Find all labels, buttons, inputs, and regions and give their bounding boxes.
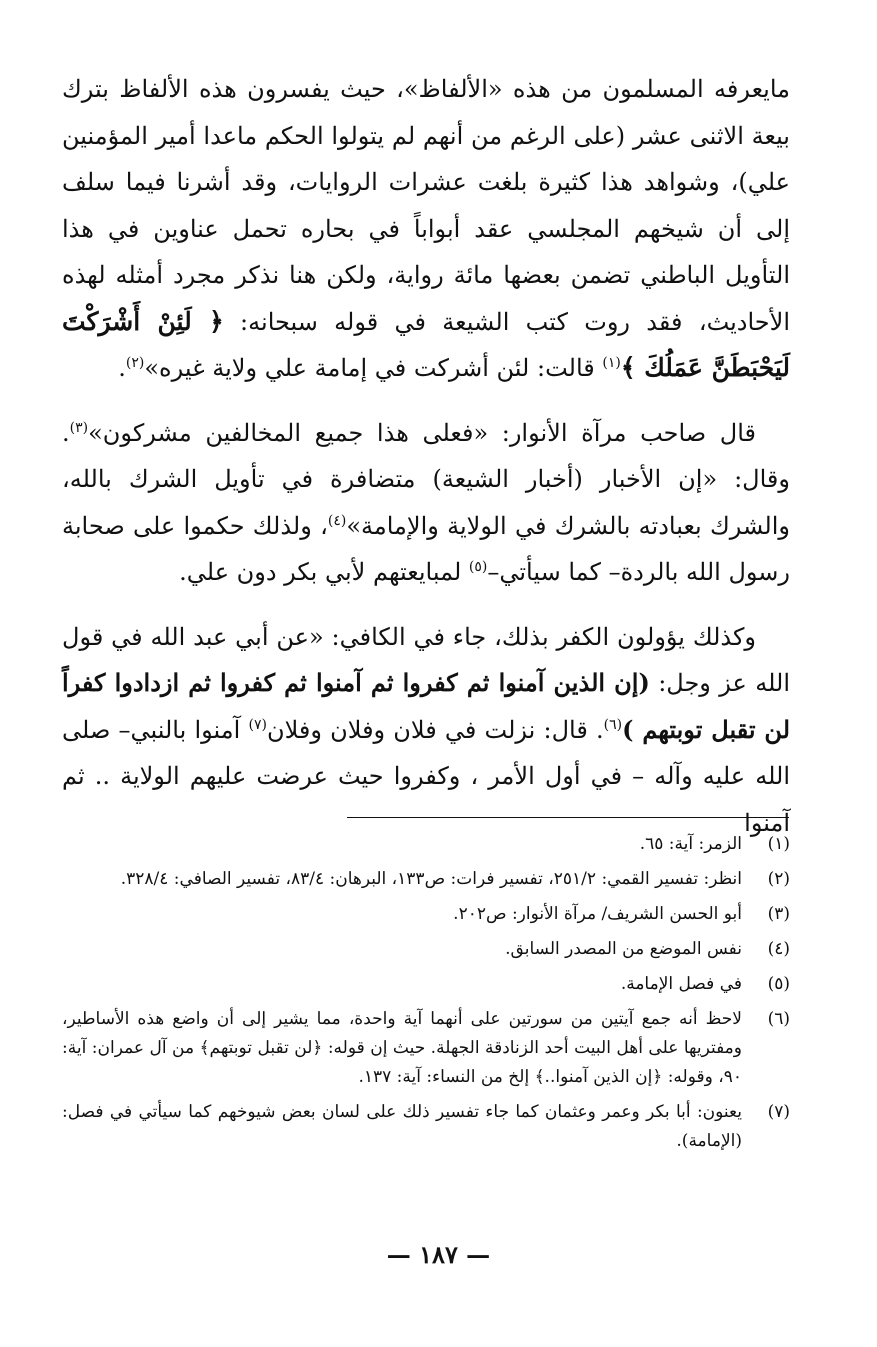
paragraph-2-text-c: ، ولذلك حكموا على صحابة رسول الله بالردة– كما سيأتي– bbox=[62, 511, 790, 586]
footnote bbox=[62, 900, 790, 929]
footnote-text: يعنون: أبا بكر وعمر وعثمان كما جاء تفسير ذلك على لسان بعض شيوخهم كما سيأتي في فصل: (الإمامة). bbox=[62, 1102, 742, 1151]
quran-verse: ﴿ لَئِنْ أَشْرَكْتَ لَيَحْبَطَنَّ عَمَلُكَ ﴾ bbox=[62, 306, 790, 382]
paragraph-1 bbox=[62, 66, 790, 392]
footnote-number: (٦) bbox=[767, 1009, 790, 1029]
footnote-text: الزمر: آية: ٦٥. bbox=[639, 834, 742, 854]
bold-quote: (إن الذين آمنوا ثم كفروا ثم آمنوا ثم كفروا ثم ازدادوا كفراً لن تقبل توبتهم ) bbox=[62, 668, 790, 744]
footnote-number: (٤) bbox=[767, 939, 790, 959]
footnote-number: (٣) bbox=[767, 904, 790, 924]
paragraph-1-text-c: . bbox=[118, 354, 126, 382]
footnote bbox=[62, 935, 790, 964]
paragraph-1-text-b: قالت: لئن أشركت في إمامة علي ولاية غيره» bbox=[144, 354, 603, 382]
footnote bbox=[62, 865, 790, 894]
footnote-ref-4: (٤) bbox=[327, 512, 347, 529]
paragraph-2-text-a: قال صاحب مرآة الأنوار: «فعلى هذا جميع المخالفين مشركون» bbox=[88, 418, 756, 447]
footnote-divider bbox=[347, 817, 789, 818]
footnote-number: (١) bbox=[767, 834, 790, 854]
footnote bbox=[62, 1098, 790, 1156]
footnote bbox=[62, 830, 790, 859]
footnotes bbox=[62, 830, 790, 1162]
footnote-ref-2: (٢) bbox=[125, 355, 145, 371]
paragraph-3 bbox=[62, 614, 790, 847]
main-text bbox=[62, 66, 790, 846]
footnote-ref-5: (٥) bbox=[468, 559, 488, 575]
paragraph-1-text-a: مايعرفه المسلمون من هذه «الألفاظ»، حيث يفسرون هذه الألفاظ بترك بيعة الاثنى عشر (على الرغم من أنهم لم يتولوا الحكم ماعدا أمير المؤمنين علي)، وشواهد هذا كثيرة بلغت عشرات الروايات، وقد أشرنا فيما سلف إلى أن شيخهم المجلسي عقد أبواباً في بحاره تحمل عناوين في هذا التأويل الباطني تضمن بعضها مائة رواية، ولكن هنا نذكر مجرد أمثله لهذه الأحاديث، فقد روت كتب الشيعة في قوله سبحانه: bbox=[62, 75, 791, 336]
footnote bbox=[62, 970, 790, 999]
page-number: — ١٨٧ — bbox=[386, 1240, 491, 1269]
paragraph-3-text-b: . قال: نزلت في فلان وفلان وفلان bbox=[266, 715, 604, 744]
paragraph-2-text-b: . وقال: «إن الأخبار (أخبار الشيعة) متضافرة في تأويل الشرك بالله، والشرك بعبادته بالشرك في الولاية والإمامة» bbox=[62, 418, 790, 540]
footnote-text: انظر: تفسير القمي: ٢٥١/٢، تفسير فرات: ص١٣٣، البرهان: ٨٣/٤، تفسير الصافي: ٣٢٨/٤. bbox=[120, 869, 742, 889]
footnote-number: (٢) bbox=[767, 869, 790, 889]
footnote-number: (٧) bbox=[767, 1102, 790, 1122]
footnote-text: أبو الحسن الشريف/ مرآة الأنوار: ص٢٠٢. bbox=[453, 904, 742, 924]
paragraph-2 bbox=[62, 410, 790, 596]
footnote-ref-3: (٣) bbox=[69, 419, 89, 436]
footnote-number: (٥) bbox=[767, 974, 790, 994]
paragraph-3-text-a: وكذلك يؤولون الكفر بذلك، جاء في الكافي: «عن أبي عبد الله في قول الله عز وجل: bbox=[62, 622, 790, 697]
footnote-text: نفس الموضع من المصدر السابق. bbox=[505, 939, 742, 959]
footnote-text: لاحظ أنه جمع آيتين من سورتين على أنهما آية واحدة، مما يشير إلى أن واضع هذه الأساطير، ومفتريها على أهل البيت أحد الزنادقة الجهلة. حيث إن قوله: ﴿لن تقبل توبتهم﴾ من آل عمران: آية: ٩٠، وقوله: ﴿إن الذين آمنوا..﴾ إلخ من النساء: آية: ١٣٧. bbox=[62, 1009, 742, 1087]
paragraph-2-text-d: لمبايعتهم لأبي بكر دون علي. bbox=[179, 558, 469, 586]
footnote-ref-6: (٦) bbox=[603, 716, 623, 733]
footnote-ref-1: (١) bbox=[602, 355, 621, 371]
footnote-ref-7: (٧) bbox=[248, 716, 267, 733]
footnote-text: في فصل الإمامة. bbox=[620, 974, 742, 994]
footnote bbox=[62, 1005, 790, 1092]
paragraph-3-text-c: آمنوا بالنبي– صلى الله عليه وآله – في أول الأمر ، وكفروا حيث عرضت عليهم الولاية .. ثم آمنوا bbox=[62, 715, 790, 837]
